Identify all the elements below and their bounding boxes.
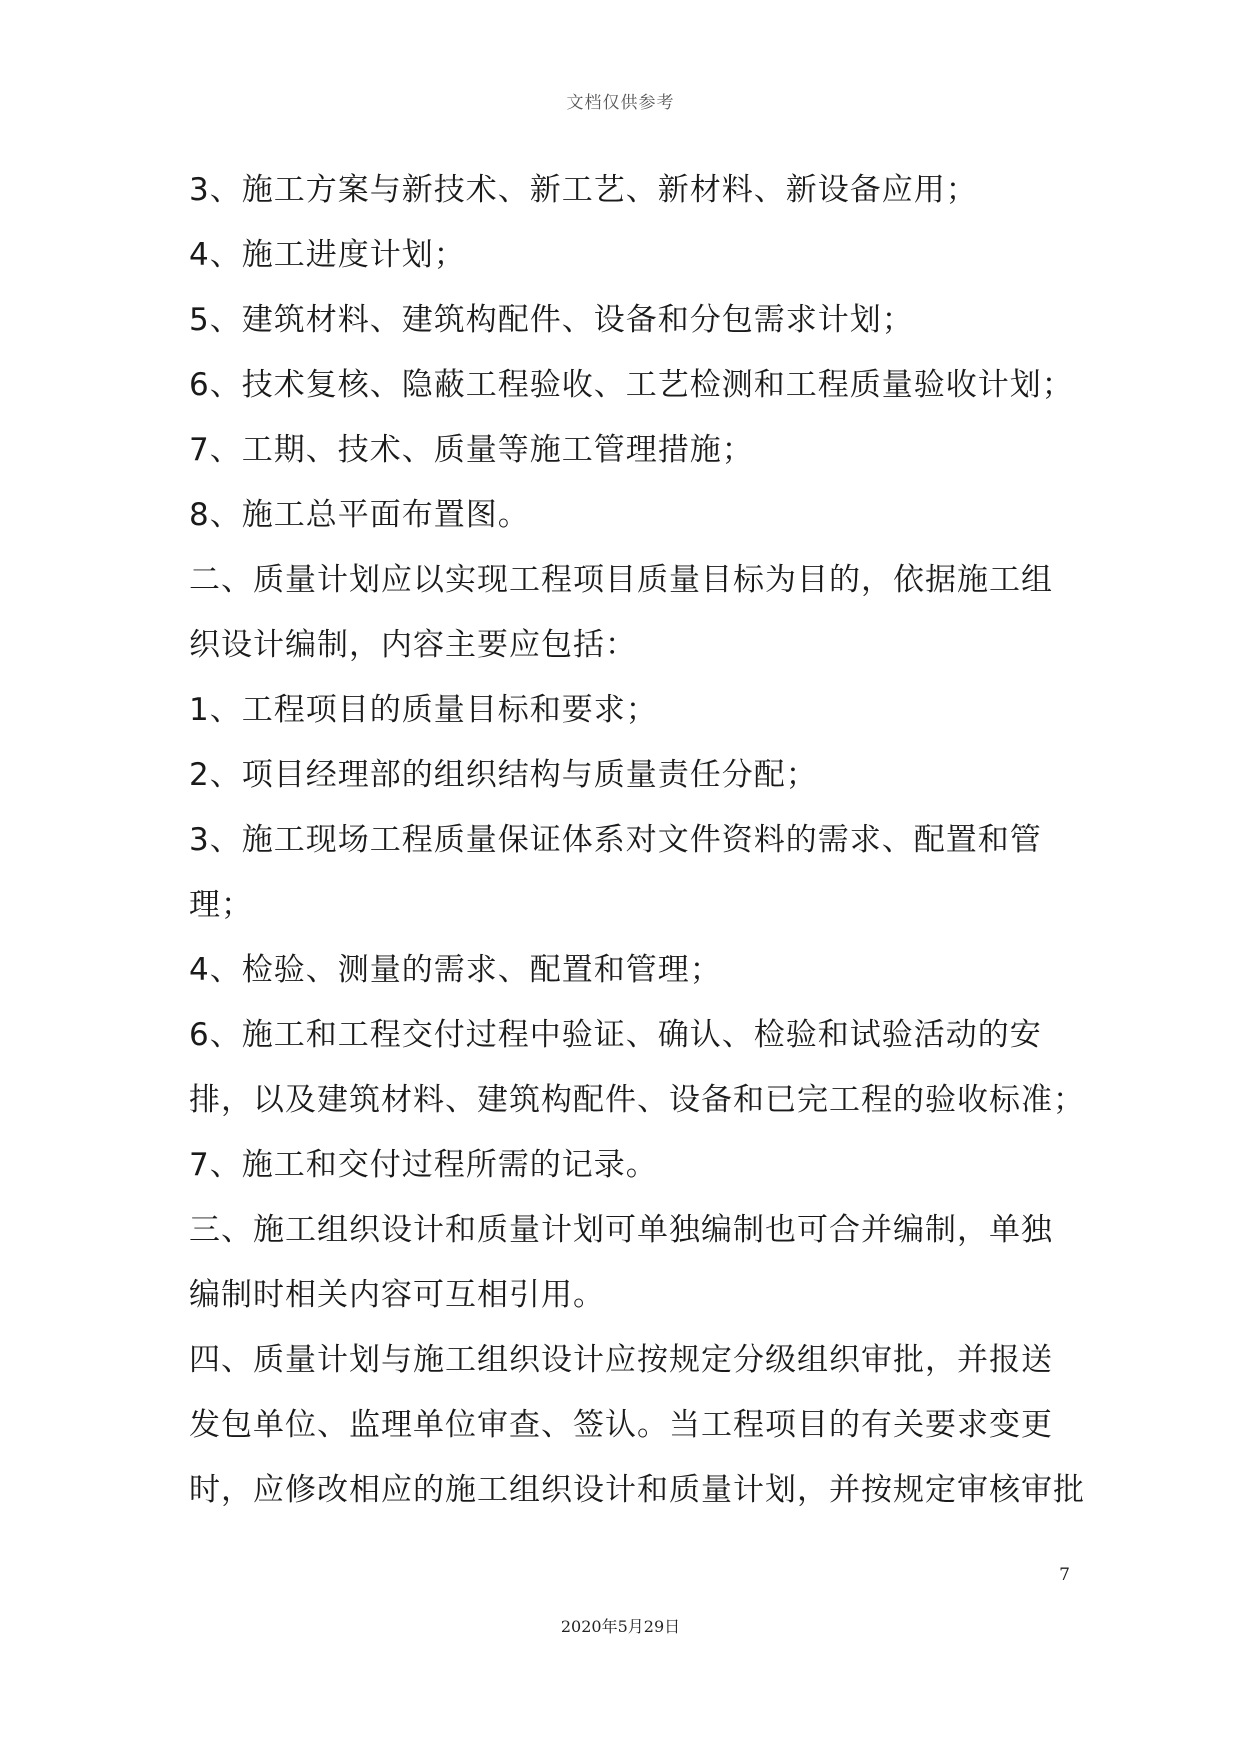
- text-line: 发包单位、监理单位审查、签认。当工程项目的有关要求变更: [189, 1407, 1053, 1443]
- text-line: 编制时相关内容可互相引用。: [189, 1277, 605, 1313]
- text-line: 5、建筑材料、建筑构配件、设备和分包需求计划；: [189, 302, 914, 338]
- text-line: 二、质量计划应以实现工程项目质量目标为目的，依据施工组: [189, 562, 1053, 598]
- text-line: 6、技术复核、隐蔽工程验收、工艺检测和工程质量验收计划；: [189, 367, 1074, 403]
- text-line: 7、施工和交付过程所需的记录。: [189, 1147, 658, 1183]
- footer-date: 2020年5月29日: [560, 1617, 681, 1636]
- text-line: 4、检验、测量的需求、配置和管理；: [189, 952, 722, 988]
- text-line: 3、施工现场工程质量保证体系对文件资料的需求、配置和管: [189, 822, 1042, 858]
- page-number: 7: [1059, 1565, 1070, 1585]
- text-line: 时，应修改相应的施工组织设计和质量计划，并按规定审核审批: [189, 1472, 1085, 1508]
- text-line: 4、施工进度计划；: [189, 237, 466, 273]
- text-line: 7、工期、技术、质量等施工管理措施；: [189, 432, 754, 468]
- text-line: 2、项目经理部的组织结构与质量责任分配；: [189, 757, 818, 793]
- text-line: 织设计编制，内容主要应包括：: [189, 627, 637, 663]
- page-header: 文档仅供参考: [566, 93, 675, 113]
- text-line: 8、施工总平面布置图。: [189, 497, 530, 533]
- text-line: 三、施工组织设计和质量计划可单独编制也可合并编制，单独: [189, 1212, 1053, 1248]
- text-line: 3、施工方案与新技术、新工艺、新材料、新设备应用；: [189, 172, 978, 208]
- text-line: 1、工程项目的质量目标和要求；: [189, 692, 658, 728]
- text-line: 四、质量计划与施工组织设计应按规定分级组织审批，并报送: [189, 1342, 1053, 1378]
- text-line: 6、施工和工程交付过程中验证、确认、检验和试验活动的安: [189, 1017, 1042, 1053]
- text-line: 排，以及建筑材料、建筑构配件、设备和已完工程的验收标准；: [189, 1082, 1085, 1118]
- document-body: [189, 158, 1085, 1523]
- text-line: 理；: [189, 887, 253, 923]
